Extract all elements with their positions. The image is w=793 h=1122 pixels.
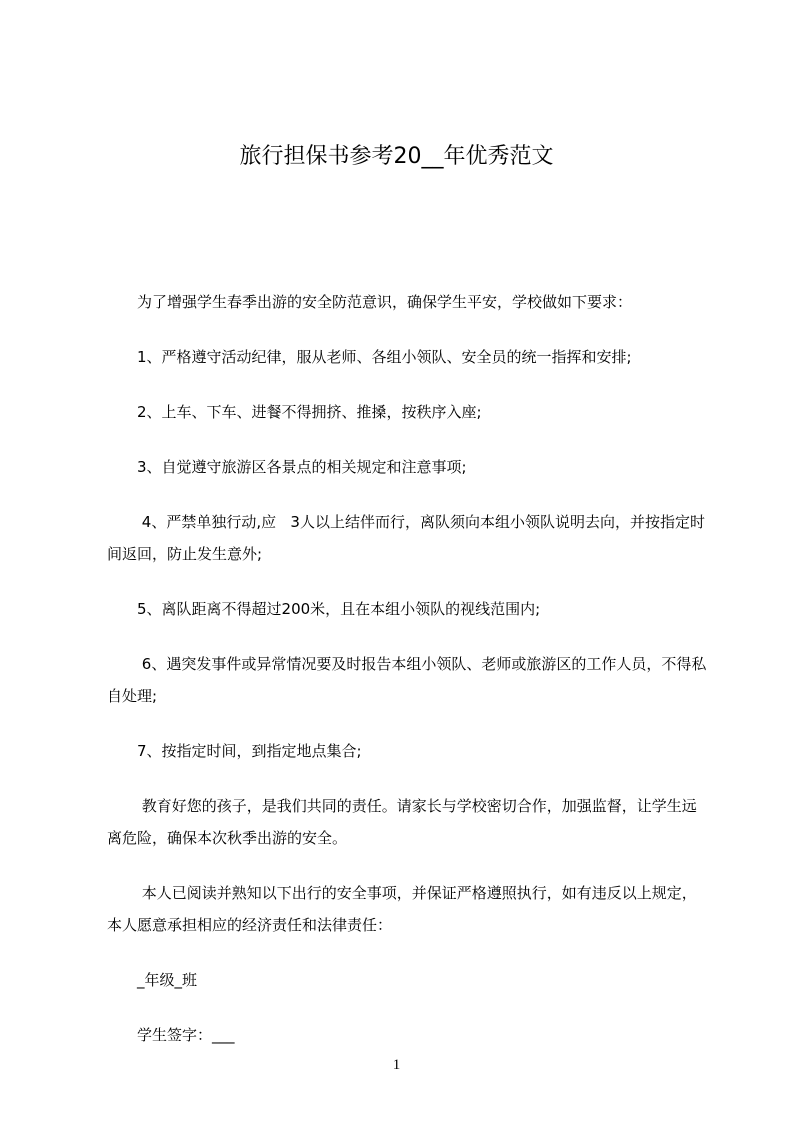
paragraph-rule-1: 1、严格遵守活动纪律，服从老师、各组小领队、安全员的统一指挥和安排; <box>137 348 632 366</box>
page-number: 1 <box>392 1057 401 1073</box>
paragraph-gap <box>107 318 710 341</box>
grade-class-line: _年级_班 <box>137 971 198 989</box>
paragraph-gap <box>107 483 710 506</box>
paragraph-rule-5: 5、离队距离不得超过200米，且在本组小领队的视线范围内; <box>137 600 541 618</box>
paragraph-pledge: 本人已阅读并熟知以下出行的安全事项，并保证严格遵照执行，如有违反以上规定，本人愿意承担相应的经济责任和法律责任： <box>107 884 697 934</box>
paragraph-gap <box>107 996 710 1019</box>
paragraph-rule-6: 6、遇突发事件或异常情况要及时报告本组小领队、老师或旅游区的工作人员，不得私自处理; <box>107 655 707 705</box>
student-signature-line: 学生签字：___ <box>137 1026 235 1044</box>
paragraph-gap <box>107 941 710 964</box>
document-title: 旅行担保书参考20__年优秀范文 <box>239 144 554 169</box>
paragraph-gap <box>107 625 710 648</box>
paragraph-intro: 为了增强学生春季出游的安全防范意识，确保学生平安，学校做如下要求： <box>137 293 633 311</box>
paragraph-gap <box>107 428 710 451</box>
document-body <box>107 286 710 1051</box>
paragraph-rule-2: 2、上车、下车、进餐不得拥挤、推搡，按秩序入座; <box>137 403 482 421</box>
paragraph-gap <box>107 570 710 593</box>
paragraph-rule-4: 4、严禁单独行动,应 3人以上结伴而行，离队须向本组小领队说明去向，并按指定时间返回，防止发生意外; <box>107 513 705 563</box>
paragraph-rule-7: 7、按指定时间，到指定地点集合; <box>137 742 362 760</box>
paragraph-gap <box>107 767 710 790</box>
paragraph-gap <box>107 373 710 396</box>
paragraph-gap <box>107 854 710 877</box>
paragraph-rule-3: 3、自觉遵守旅游区各景点的相关规定和注意事项; <box>137 458 467 476</box>
paragraph-parent-notice: 教育好您的孩子，是我们共同的责任。请家长与学校密切合作，加强监督，让学生远离危险，确保本次秋季出游的安全。 <box>107 797 697 847</box>
paragraph-gap <box>107 712 710 735</box>
